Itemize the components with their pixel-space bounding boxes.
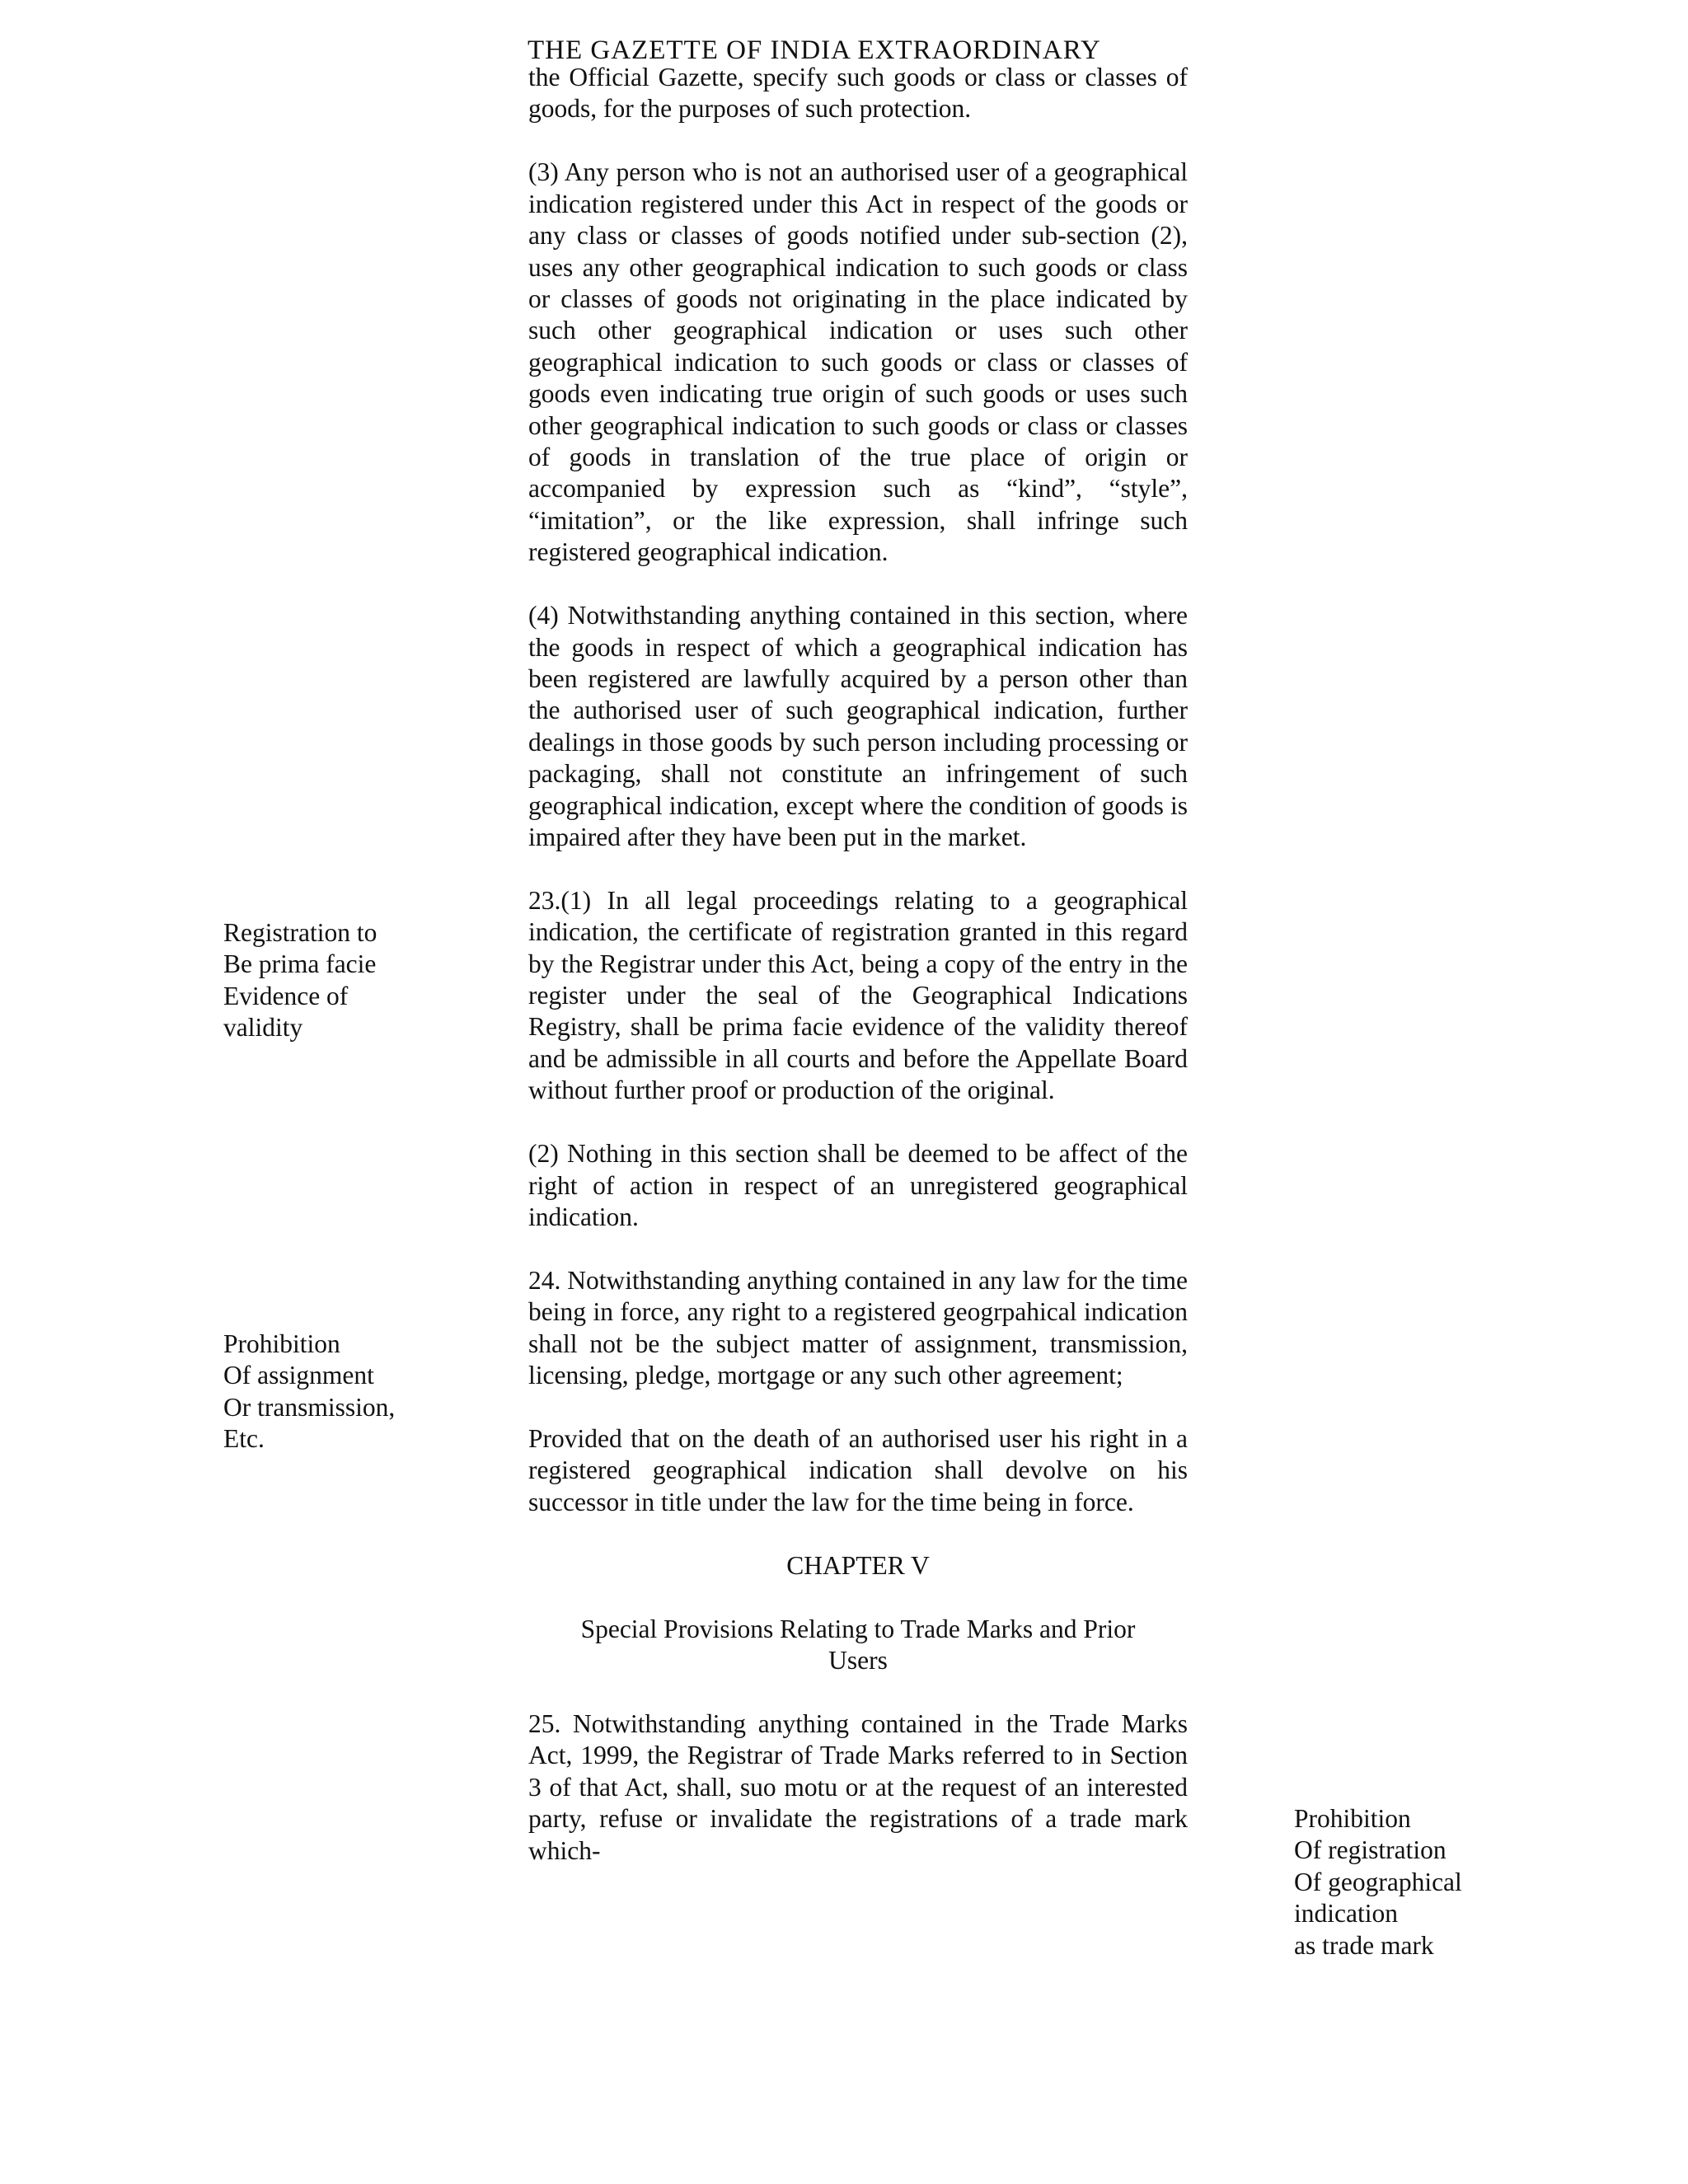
section-24: 24. Notwithstanding anything contained in any law for the time being in force, any right to a registered geogrpahical indication shall not be the subject matter of assignment, transmission, licensing, pledge, mortgage or any such other agreement; [528, 1265, 1188, 1390]
section-23-1: 23.(1) In all legal proceedings relating to a geographical indication, the certificate of registration granted in this regard by the Registrar under this Act, being a copy of the entry in the register under the seal of the Geographical Indications Registry, shall be prima facie evidence of the validity thereof and be admissible in all courts and before the Appellate Board without further proof or production of the original. [528, 885, 1188, 1105]
subsection-4: (4) Notwithstanding anything contained in this section, where the goods in respect of which a geographical indication has been registered are lawfully acquired by a person other than the authorised user of such geographical indication, further dealings in those goods by such person including processing or packaging, shall not constitute an infringement of such geographical indication, except where the condition of goods is impaired after they have been put in the market. [528, 601, 1188, 851]
chapter-title: Special Provisions Relating to Trade Marks and Prior Users [580, 1614, 1136, 1675]
running-header [528, 15, 1187, 65]
margin-note-section-23: Registration to Be prima facie Evidence of validity [223, 918, 377, 1043]
subsection-3: (3) Any person who is not an authorised user of a geographical indication registered under this Act in respect of the goods or any class or classes of goods notified under sub-section (2), uses any other geographical indication to such goods or class or classes of goods not originating in the place indicated by such other geographical indication or uses such other geographical indication to such goods or class or classes of goods even indicating true origin of such goods or uses such other geographical indication to such goods or class or classes of goods in translation of the true place of origin or accompanied by expression such as “kind”, “style”, “imitation”, or the like expression, shall infringe such registered geographical indication. [528, 157, 1188, 567]
section-25: 25. Notwithstanding anything contained in the Trade Marks Act, 1999, the Registrar of Trade Marks referred to in Section 3 of that Act, shall, suo motu or at the request of an interested party, refuse or invalidate the registrations of a trade mark which- [528, 1708, 1188, 1865]
section-23-2: (2) Nothing in this section shall be deemed to be affect of the right of action in respect of an unregistered geographical indication. [528, 1139, 1188, 1231]
margin-note-section-25: Prohibition Of registration Of geographical indication as trade mark [1294, 1804, 1462, 1960]
running-header-text: THE GAZETTE OF INDIA EXTRAORDINARY [528, 35, 1101, 65]
document-body [528, 62, 1188, 1899]
chapter-heading: CHAPTER V [786, 1550, 930, 1580]
paragraph-continuation: the Official Gazette, specify such goods or class or classes of goods, for the purposes of such protection. [528, 63, 1188, 124]
section-24-proviso: Provided that on the death of an authorised user his right in a registered geographical indication shall devolve on his successor in title under the law for the time being in force. [528, 1424, 1188, 1516]
margin-note-section-24: Prohibition Of assignment Or transmission, Etc. [223, 1329, 396, 1454]
